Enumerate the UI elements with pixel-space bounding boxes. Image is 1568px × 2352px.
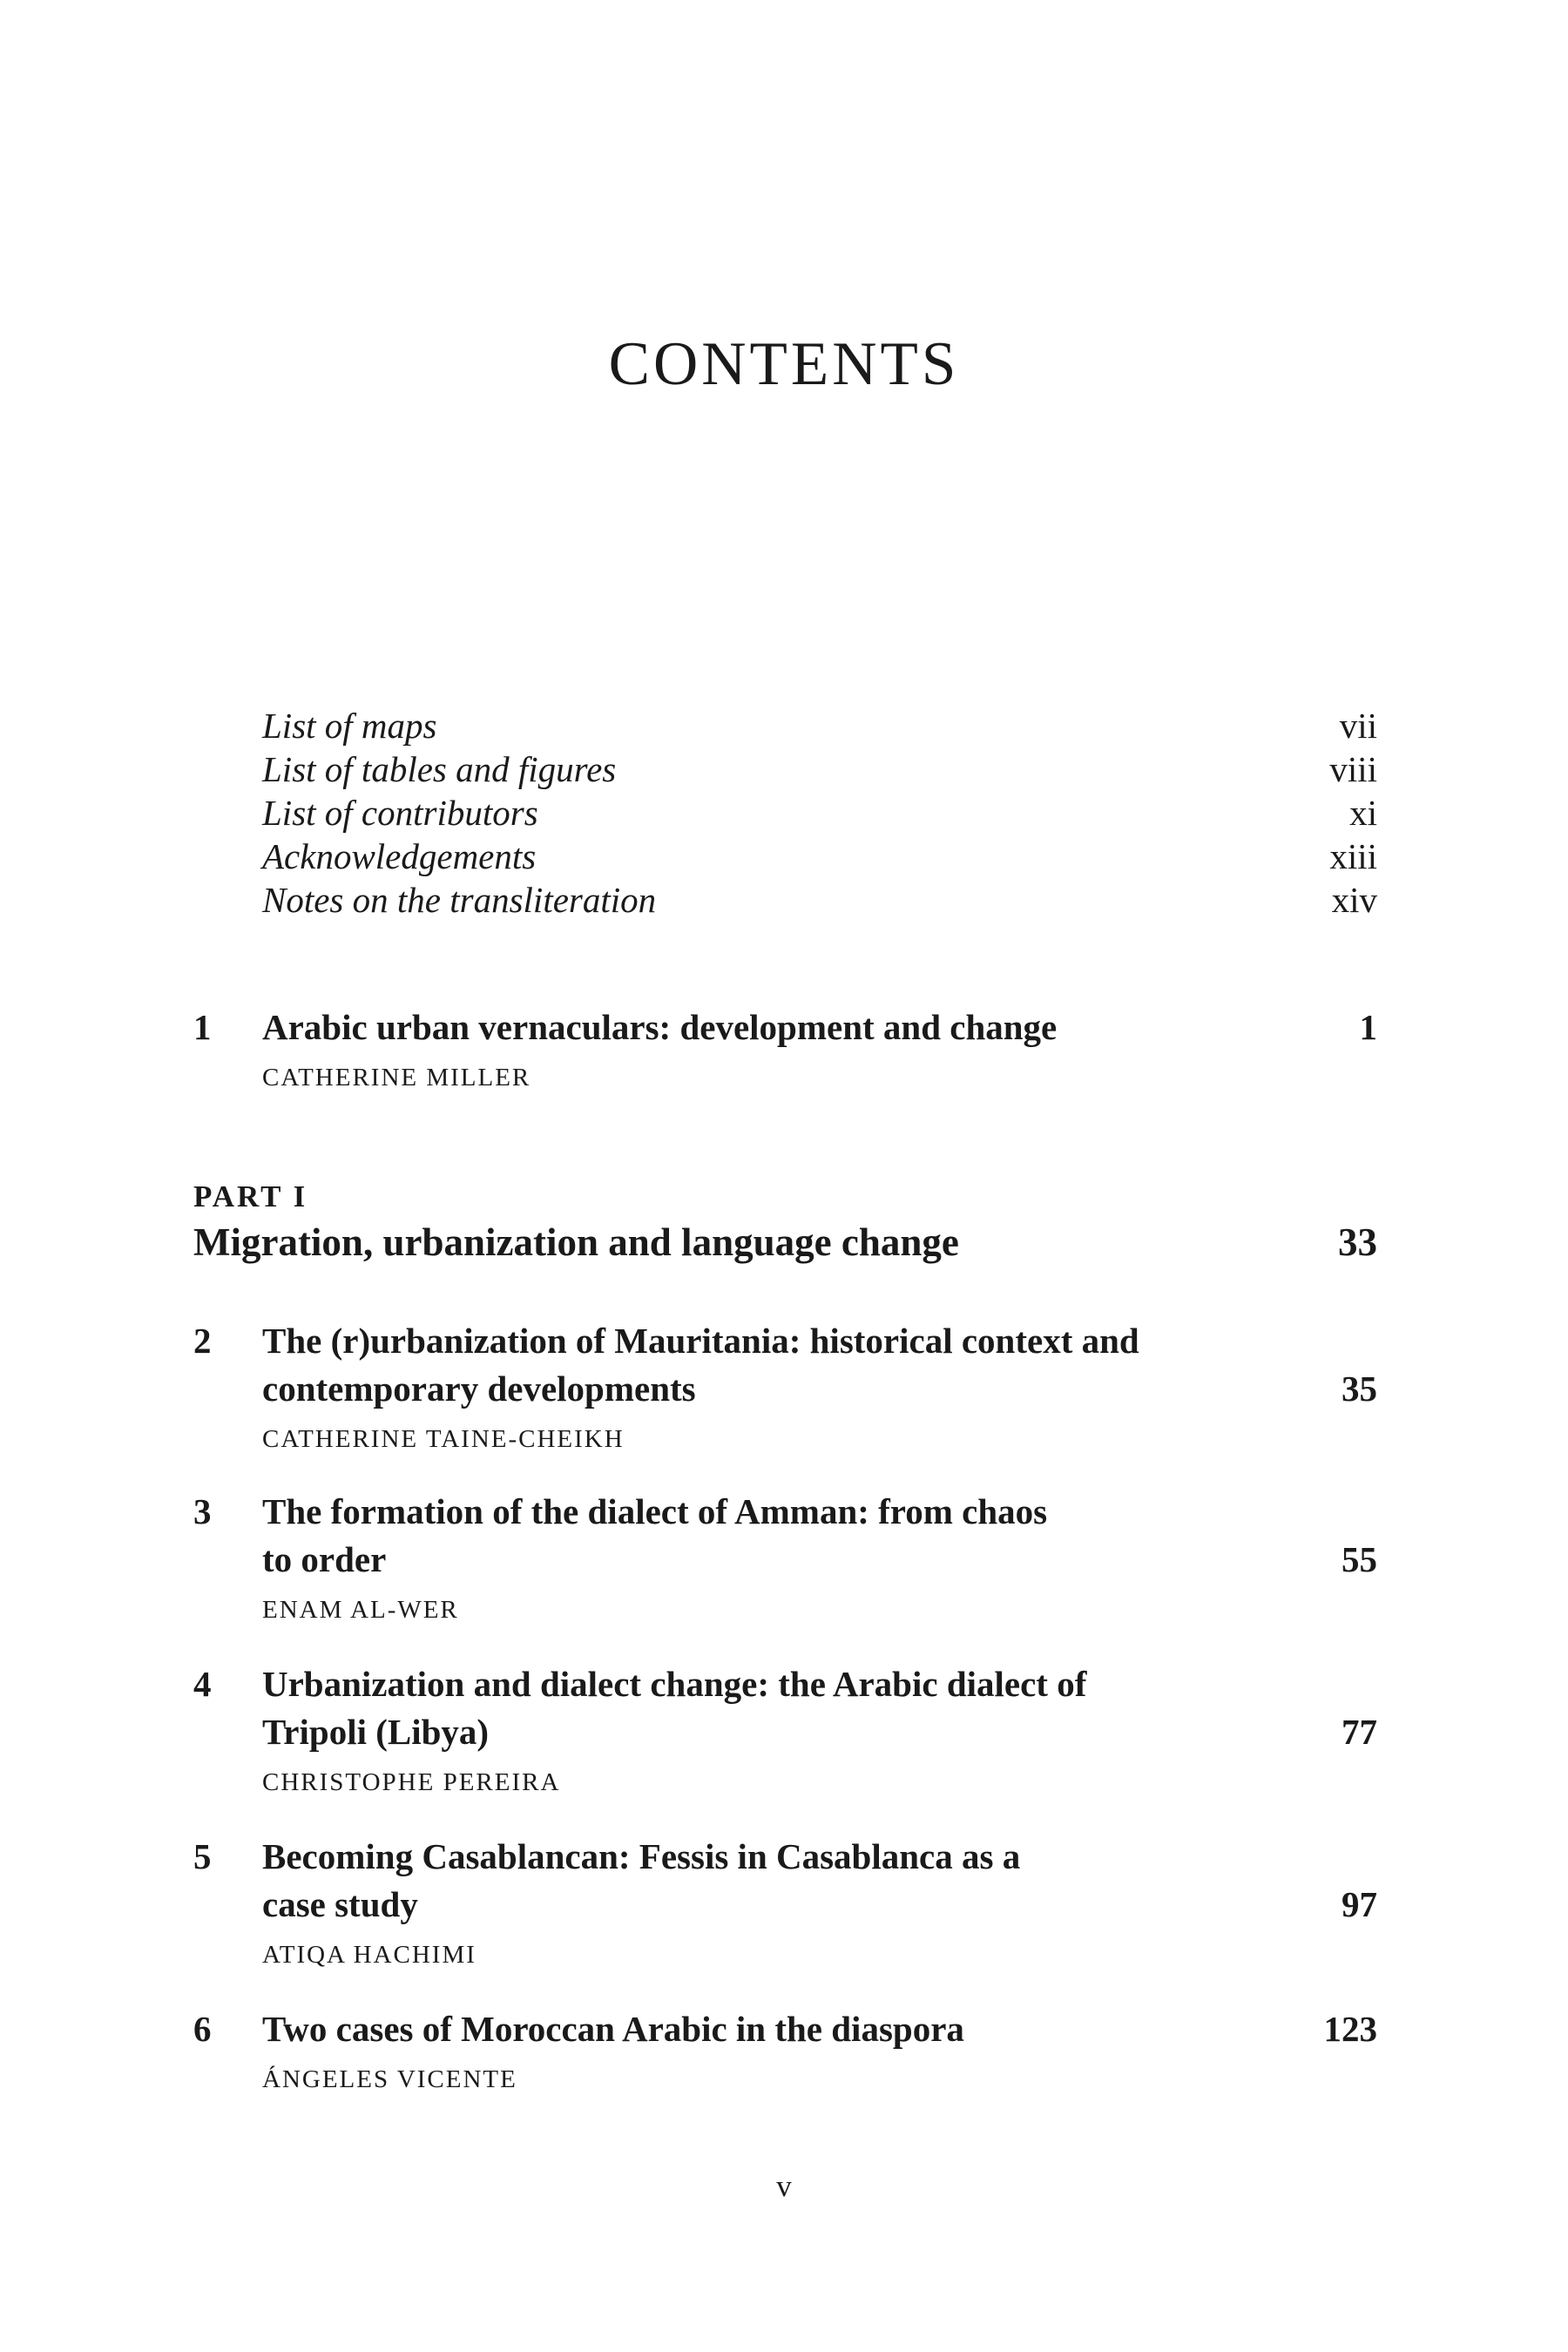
part-heading[interactable] [193,1178,1377,1268]
chapter-title: Two cases of Moroccan Arabic in the diaspora [262,2009,964,2049]
chapter-author: CATHERINE TAINE-CHEIKH [262,1425,625,1453]
front-matter-page: xiv [1331,880,1377,920]
front-matter-item[interactable] [262,835,1377,878]
chapter-title-line-2: contemporary developments [262,1369,696,1409]
chapter-author: CHRISTOPHE PEREIRA [262,1768,561,1796]
part-title: Migration, urbanization and language change [193,1220,959,1264]
chapter-author: ENAM AL-WER [262,1596,459,1624]
chapter-title-line-1: The formation of the dialect of Amman: from chaos [262,1491,1048,1531]
chapter-number: 4 [193,1664,212,1704]
chapter-entry-5[interactable] [193,1833,1377,1972]
chapter-number: 6 [193,2009,212,2049]
front-matter-title: List of contributors [262,793,538,833]
front-matter-title: List of maps [262,706,437,746]
chapter-page: 97 [1342,1884,1377,1924]
page-folio: v [776,2169,792,2203]
front-matter-title: Acknowledgements [262,836,537,876]
chapter-title-line-2: case study [262,1884,418,1924]
front-matter-item[interactable] [262,878,1377,922]
chapter-entry-1[interactable] [193,1004,1377,1095]
chapter-number: 1 [193,1007,212,1047]
chapter-author: CATHERINE MILLER [262,1064,531,1092]
front-matter-page: viii [1329,749,1377,789]
front-matter-page: xiii [1329,836,1377,876]
chapter-entry-4[interactable] [193,1660,1377,1800]
chapter-page: 55 [1342,1539,1377,1579]
chapter-page: 123 [1323,2009,1377,2049]
chapter-title-line-2: Tripoli (Libya) [262,1712,490,1752]
front-matter-item[interactable] [262,747,1377,791]
chapter-title: Arabic urban vernaculars: development and change [262,1007,1058,1047]
part-page: 33 [1338,1220,1377,1264]
chapter-entry-2[interactable] [193,1317,1377,1456]
chapter-author: ÁNGELES VICENTE [262,2065,517,2093]
part-label: PART I [193,1179,308,1213]
chapter-title-line-2: to order [262,1539,387,1579]
chapter-entry-6[interactable] [193,2005,1377,2097]
chapter-page: 1 [1359,1007,1377,1047]
front-matter-title: List of tables and figures [262,749,617,789]
chapter-number: 2 [193,1321,212,1361]
front-matter-page: xi [1349,793,1377,833]
page-title: CONTENTS [608,330,960,398]
chapter-page: 77 [1342,1712,1377,1752]
front-matter-item[interactable] [262,791,1377,835]
chapter-number: 3 [193,1491,212,1531]
chapter-page: 35 [1342,1369,1377,1409]
chapter-title-line-1: The (r)urbanization of Mauritania: historical context and [262,1321,1139,1361]
front-matter-item[interactable] [262,704,1377,747]
front-matter-page: vii [1339,706,1377,746]
chapter-title-line-1: Urbanization and dialect change: the Arabic dialect of [262,1664,1087,1704]
front-matter-list [262,704,1377,922]
chapter-title-line-1: Becoming Casablancan: Fessis in Casablanca as a [262,1836,1021,1876]
chapter-entry-3[interactable] [193,1488,1377,1627]
chapter-author: ATIQA HACHIMI [262,1941,476,1969]
chapter-number: 5 [193,1836,212,1876]
front-matter-title: Notes on the transliteration [262,880,657,920]
